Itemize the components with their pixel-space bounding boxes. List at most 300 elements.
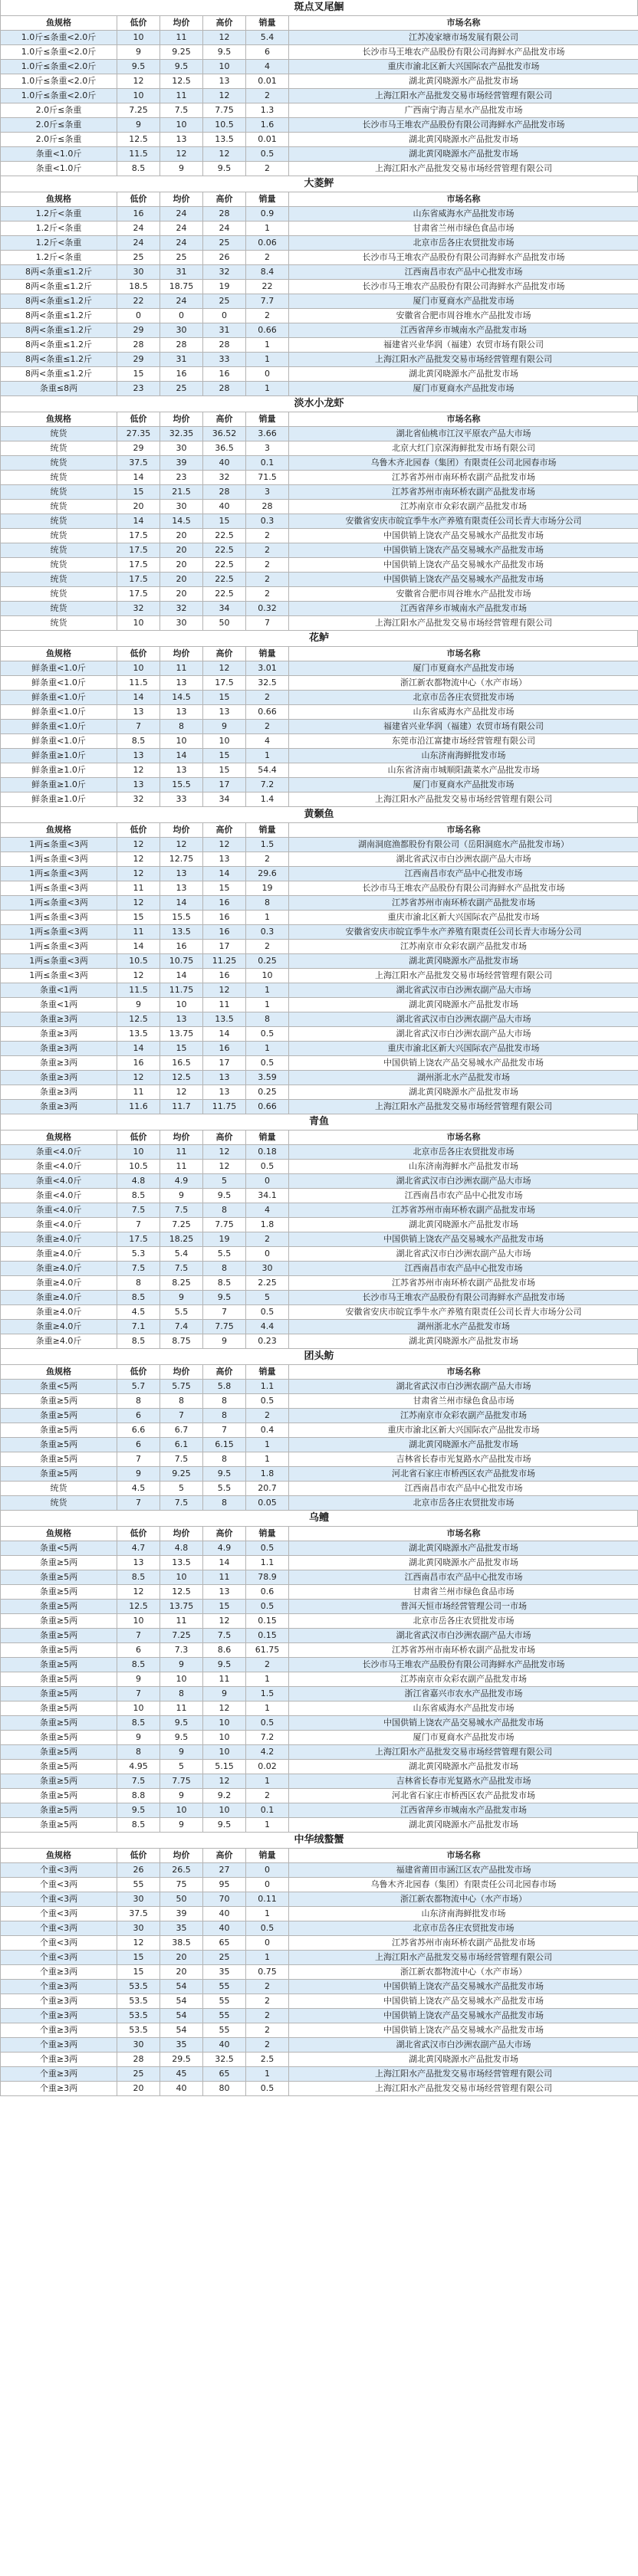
market-name-cell: 重庆市渝北区新大兴国际农产品批发市场 [289,1423,638,1438]
column-header: 高价 [203,1849,246,1863]
table-cell: 10 [160,1570,203,1585]
table-cell: 12 [203,147,246,162]
market-name-cell: 河北省石家庄市桥西区农产品批发市场 [289,1789,638,1803]
table-cell: 8.5 [117,1658,160,1672]
table-cell: 25 [160,251,203,265]
table-cell: 统货 [1,471,117,485]
table-cell: 14 [160,969,203,983]
market-name-cell: 湖南洞庭渔都股份有限公司（岳阳洞庭水产品批发市场） [289,838,638,852]
price-table [0,822,638,1114]
table-cell: 54 [160,2023,203,2038]
table-cell: 32 [160,602,203,616]
table-row [1,1803,638,1818]
table-cell: 5.7 [117,1380,160,1394]
table-cell: 12 [203,1160,246,1174]
column-header: 均价 [160,412,203,427]
table-cell: 20 [160,573,203,587]
table-cell: 7.5 [117,1262,160,1276]
table-cell: 条重≥5两 [1,1585,117,1600]
header-row [1,192,638,207]
table-cell: 条重<4.0斤 [1,1160,117,1174]
market-name-cell: 湖北黄冈晓源水产品批发市场 [289,1218,638,1232]
market-name-cell: 中国供销上饶农产品交易城水产品批发市场 [289,2009,638,2023]
table-cell: 1 [246,1042,289,1056]
table-cell: 8.6 [203,1643,246,1658]
table-cell: 8两<条重≤1.2斤 [1,309,117,323]
table-cell: 36.5 [203,441,246,456]
table-cell: 0.11 [246,1892,289,1907]
table-cell: 0 [246,1247,289,1262]
species-section [0,0,638,176]
table-cell: 28 [246,500,289,514]
table-cell: 9.5 [203,1467,246,1482]
table-cell: 31 [160,265,203,280]
table-cell: 28 [203,207,246,222]
table-cell: 0 [246,1936,289,1951]
table-cell: 32.35 [160,427,203,441]
market-name-cell: 湖北黄冈晓源水产品批发市场 [289,954,638,969]
table-cell: 12.75 [160,852,203,867]
column-header: 均价 [160,192,203,207]
column-header: 均价 [160,823,203,838]
table-cell: 10 [203,1716,246,1731]
table-row [1,1643,638,1658]
table-cell: 条重≥4.0斤 [1,1320,117,1334]
table-cell: 6.6 [117,1423,160,1438]
table-cell: 2 [246,573,289,587]
table-cell: 8 [117,1394,160,1409]
table-cell: 7.3 [160,1643,203,1658]
table-cell: 11.5 [117,147,160,162]
market-name-cell: 厦门市夏商水产品批发市场 [289,382,638,396]
column-header: 高价 [203,412,246,427]
table-cell: 9.5 [203,1658,246,1672]
table-cell: 0.5 [246,1160,289,1174]
table-cell: 20 [160,1965,203,1980]
table-cell: 0.5 [246,1921,289,1936]
column-header: 市场名称 [289,647,638,661]
market-name-cell: 中国供销上饶农产品交易城水产品批发市场 [289,1716,638,1731]
table-row [1,222,638,236]
table-cell: 统货 [1,573,117,587]
table-cell: 0.1 [246,1803,289,1818]
table-cell: 10.75 [160,954,203,969]
table-cell: 13.75 [160,1027,203,1042]
market-name-cell: 北京市岳各庄农贸批发市场 [289,1496,638,1511]
table-row [1,1380,638,1394]
table-cell: 10 [160,1672,203,1687]
table-row [1,1878,638,1892]
table-row [1,749,638,763]
table-row [1,1951,638,1965]
table-cell: 10 [117,1614,160,1629]
market-name-cell: 江西南昌市农产品中心批发市场 [289,1189,638,1203]
table-cell: 条重<4.0斤 [1,1174,117,1189]
table-cell: 16 [160,940,203,954]
table-cell: 条重<5两 [1,1541,117,1556]
table-cell: 50 [160,1892,203,1907]
table-cell: 25 [203,294,246,309]
species-title: 淡水小龙虾 [0,396,638,412]
header-row [1,412,638,427]
table-cell: 11.75 [160,983,203,998]
table-cell: 30 [160,441,203,456]
table-cell: 8.5 [117,1291,160,1305]
market-name-cell: 甘肃省兰州市绿色食品市场 [289,1394,638,1409]
table-cell: 7 [117,720,160,734]
table-cell: 39 [160,1907,203,1921]
column-header: 鱼规格 [1,1849,117,1863]
table-cell: 13 [203,705,246,720]
table-cell: 个重≥3两 [1,2038,117,2053]
table-cell: 5.5 [203,1247,246,1262]
table-cell: 17.5 [117,587,160,602]
table-cell: 2.25 [246,1276,289,1291]
table-cell: 条重<1.0斤 [1,147,117,162]
column-header: 低价 [117,1365,160,1380]
table-cell: 55 [203,1980,246,1994]
market-name-cell: 湖北黄冈晓源水产品批发市场 [289,998,638,1012]
table-cell: 2 [246,852,289,867]
table-row [1,969,638,983]
table-cell: 14 [160,749,203,763]
table-cell: 13 [117,1556,160,1570]
table-row [1,1556,638,1570]
table-cell: 6.7 [160,1423,203,1438]
table-cell: 1 [246,1672,289,1687]
table-cell: 36.52 [203,427,246,441]
table-cell: 15 [203,749,246,763]
column-header: 鱼规格 [1,823,117,838]
table-row [1,456,638,471]
table-cell: 11.25 [203,954,246,969]
table-cell: 13.5 [117,1027,160,1042]
table-row [1,911,638,925]
table-cell: 0.5 [246,1056,289,1071]
species-title: 大菱鲆 [0,176,638,192]
table-cell: 条重≥5两 [1,1629,117,1643]
table-row [1,529,638,543]
table-cell: 1 [246,1907,289,1921]
table-cell: 1 [246,353,289,367]
table-cell: 8.8 [117,1789,160,1803]
table-cell: 5 [160,1482,203,1496]
table-cell: 14 [203,1027,246,1042]
table-cell: 个重≥3两 [1,2009,117,2023]
column-header: 鱼规格 [1,647,117,661]
table-cell: 8两<条重≤1.2斤 [1,353,117,367]
market-name-cell: 厦门市夏商水产品批发市场 [289,661,638,676]
table-cell: 8.4 [246,265,289,280]
column-header: 市场名称 [289,1527,638,1541]
table-cell: 条重≥4.0斤 [1,1334,117,1349]
table-row [1,558,638,573]
table-row [1,1305,638,1320]
table-cell: 7.5 [160,103,203,118]
market-name-cell: 湖北黄冈晓源水产品批发市场 [289,1541,638,1556]
table-cell: 9 [117,118,160,133]
table-cell: 1.1 [246,1380,289,1394]
table-row [1,792,638,807]
table-row [1,1145,638,1160]
table-cell: 70 [203,1892,246,1907]
table-row [1,1600,638,1614]
table-cell: 0.6 [246,1585,289,1600]
table-row [1,1012,638,1027]
table-row [1,661,638,676]
market-name-cell: 湖北黄冈晓源水产品批发市场 [289,1818,638,1833]
table-cell: 12.5 [117,1600,160,1614]
table-cell: 统货 [1,500,117,514]
table-cell: 8 [246,1012,289,1027]
table-row [1,1980,638,1994]
table-cell: 14 [160,896,203,911]
table-cell: 条重≥5两 [1,1760,117,1774]
table-cell: 1.2斤<条重 [1,207,117,222]
market-name-cell: 重庆市渝北区新大兴国际农产品批发市场 [289,1042,638,1056]
table-cell: 0 [246,367,289,382]
table-row [1,133,638,147]
column-header: 销量 [246,1130,289,1145]
table-cell: 24 [160,236,203,251]
table-cell: 4.5 [117,1482,160,1496]
table-cell: 1.0斤≤条重<2.0斤 [1,45,117,60]
table-cell: 26 [203,251,246,265]
table-cell: 10 [203,1803,246,1818]
table-cell: 0.32 [246,602,289,616]
table-cell: 25 [160,382,203,396]
market-name-cell: 河北省石家庄市桥西区农产品批发市场 [289,1467,638,1482]
table-cell: 个重≥3两 [1,1994,117,2009]
table-cell: 12.5 [117,1012,160,1027]
market-name-cell: 北京市岳各庄农贸批发市场 [289,1614,638,1629]
table-cell: 22 [246,280,289,294]
market-name-cell: 长沙市马王堆农产品股份有限公司海鲜水产品批发市场 [289,251,638,265]
column-header: 低价 [117,1527,160,1541]
table-row [1,251,638,265]
table-cell: 2 [246,720,289,734]
table-cell: 鲜条重<1.0斤 [1,705,117,720]
table-row [1,471,638,485]
table-cell: 1 [246,2067,289,2082]
table-cell: 11.5 [117,676,160,691]
column-header: 销量 [246,647,289,661]
table-cell: 条重≥3两 [1,1085,117,1100]
table-cell: 35 [160,1921,203,1936]
table-cell: 37.5 [117,1907,160,1921]
table-cell: 1.2斤<条重 [1,236,117,251]
table-row [1,1863,638,1878]
table-cell: 1.5 [246,838,289,852]
market-name-cell: 浙江新农都物流中心（水产市场） [289,676,638,691]
table-cell: 12 [117,1936,160,1951]
table-row [1,1071,638,1085]
table-cell: 7 [246,616,289,631]
table-cell: 24 [160,294,203,309]
price-table [0,412,638,631]
table-cell: 7.5 [160,1496,203,1511]
table-cell: 5.8 [203,1380,246,1394]
table-cell: 55 [203,1994,246,2009]
table-cell: 10 [160,1803,203,1818]
table-row [1,954,638,969]
table-cell: 12 [203,983,246,998]
table-cell: 24 [203,222,246,236]
market-name-cell: 安徽省合肥市周谷堆水产品批发市场 [289,309,638,323]
table-cell: 16 [117,1056,160,1071]
table-cell: 0.01 [246,74,289,89]
table-cell: 16 [203,1042,246,1056]
table-row [1,323,638,338]
column-header: 高价 [203,1365,246,1380]
table-row [1,1394,638,1409]
table-row [1,705,638,720]
market-name-cell: 江西南昌市农产品中心批发市场 [289,1262,638,1276]
column-header: 低价 [117,192,160,207]
market-name-cell: 普洱天恒市场经营管理公司一市场 [289,1600,638,1614]
table-cell: 0.25 [246,1085,289,1100]
market-name-cell: 江苏南京市众彩农副产品批发市场 [289,940,638,954]
table-cell: 17.5 [117,1232,160,1247]
market-name-cell: 湖北黄冈晓源水产品批发市场 [289,74,638,89]
table-cell: 15 [117,367,160,382]
table-cell: 9 [117,1467,160,1482]
table-cell: 8.5 [117,1818,160,1833]
market-name-cell: 湖北黄冈晓源水产品批发市场 [289,1760,638,1774]
table-cell: 8 [203,1203,246,1218]
table-cell: 27.35 [117,427,160,441]
market-name-cell: 江西南昌市农产品中心批发市场 [289,1570,638,1585]
table-cell: 9 [117,998,160,1012]
table-cell: 8两<条重≤1.2斤 [1,323,117,338]
market-name-cell: 山东济南海鲜水产品批发市场 [289,1160,638,1174]
table-cell: 30 [117,2038,160,2053]
table-cell: 0.01 [246,133,289,147]
table-cell: 28 [160,338,203,353]
species-title: 中华绒螯蟹 [0,1833,638,1848]
table-row [1,763,638,778]
table-cell: 10.5 [117,954,160,969]
table-cell: 10 [160,998,203,1012]
table-cell: 条重≥5两 [1,1745,117,1760]
market-name-cell: 江西南昌市农产品中心批发市场 [289,265,638,280]
table-row [1,1482,638,1496]
table-cell: 10 [160,734,203,749]
table-cell: 9 [203,1687,246,1701]
table-row [1,1174,638,1189]
table-cell: 13 [160,881,203,896]
column-header: 销量 [246,823,289,838]
table-cell: 1 [246,382,289,396]
column-header: 低价 [117,647,160,661]
market-name-cell: 湖北黄冈晓源水产品批发市场 [289,1085,638,1100]
column-header: 高价 [203,1527,246,1541]
table-cell: 条重≥5两 [1,1643,117,1658]
table-cell: 统货 [1,427,117,441]
table-cell: 条重≥5两 [1,1438,117,1452]
table-row [1,1056,638,1071]
column-header: 销量 [246,412,289,427]
column-header: 高价 [203,1130,246,1145]
column-header: 鱼规格 [1,412,117,427]
table-cell: 2 [246,558,289,573]
table-cell: 12 [117,838,160,852]
table-cell: 40 [203,2038,246,2053]
table-row [1,1672,638,1687]
table-cell: 13 [117,705,160,720]
table-cell: 11.5 [117,983,160,998]
table-cell: 35 [160,2038,203,2053]
market-name-cell: 江苏凌家塘市场发展有限公司 [289,31,638,45]
table-cell: 30 [117,1892,160,1907]
column-header: 市场名称 [289,192,638,207]
table-cell: 6 [117,1409,160,1423]
table-cell: 5.15 [203,1760,246,1774]
table-cell: 8 [160,1394,203,1409]
market-name-cell: 湖北黄冈晓源水产品批发市场 [289,1556,638,1570]
table-cell: 统货 [1,616,117,631]
market-name-cell: 山东省威海水产品批发市场 [289,1701,638,1716]
table-cell: 8 [203,1262,246,1276]
column-header: 市场名称 [289,412,638,427]
table-cell: 1两≤条重<3两 [1,940,117,954]
table-cell: 16 [160,367,203,382]
column-header: 高价 [203,647,246,661]
table-cell: 25 [117,2067,160,2082]
table-cell: 9 [160,1189,203,1203]
table-row [1,1585,638,1600]
table-row [1,1262,638,1276]
table-cell: 14 [203,1556,246,1570]
table-cell: 0.5 [246,147,289,162]
table-cell: 8 [203,1394,246,1409]
market-name-cell: 湖北省武汉市白沙洲农副产品大市场 [289,1012,638,1027]
table-row [1,676,638,691]
species-title: 斑点叉尾鮰 [0,0,638,15]
table-cell: 条重≥5两 [1,1614,117,1629]
table-cell: 0.15 [246,1629,289,1643]
table-cell: 1两≤条重<3两 [1,881,117,896]
header-row [1,823,638,838]
market-name-cell: 北京市岳各庄农贸批发市场 [289,691,638,705]
table-cell: 32.5 [246,676,289,691]
column-header: 均价 [160,1365,203,1380]
table-cell: 条重≥5两 [1,1423,117,1438]
table-cell: 1两≤条重<3两 [1,969,117,983]
table-cell: 17.5 [203,676,246,691]
table-row [1,1438,638,1452]
table-cell: 5.4 [246,31,289,45]
table-cell: 22 [117,294,160,309]
market-name-cell: 江苏南京市众彩农副产品批发市场 [289,500,638,514]
table-cell: 14 [117,1042,160,1056]
table-cell: 20 [160,558,203,573]
table-cell: 26.5 [160,1863,203,1878]
table-row [1,1892,638,1907]
table-cell: 1两≤条重<3两 [1,896,117,911]
column-header: 鱼规格 [1,1130,117,1145]
column-header: 低价 [117,16,160,31]
header-row [1,1130,638,1145]
table-cell: 1 [246,338,289,353]
table-cell: 0.4 [246,1423,289,1438]
column-header: 鱼规格 [1,192,117,207]
table-cell: 13 [160,133,203,147]
table-row [1,280,638,294]
table-cell: 7.2 [246,778,289,792]
table-row [1,1189,638,1203]
column-header: 均价 [160,1130,203,1145]
